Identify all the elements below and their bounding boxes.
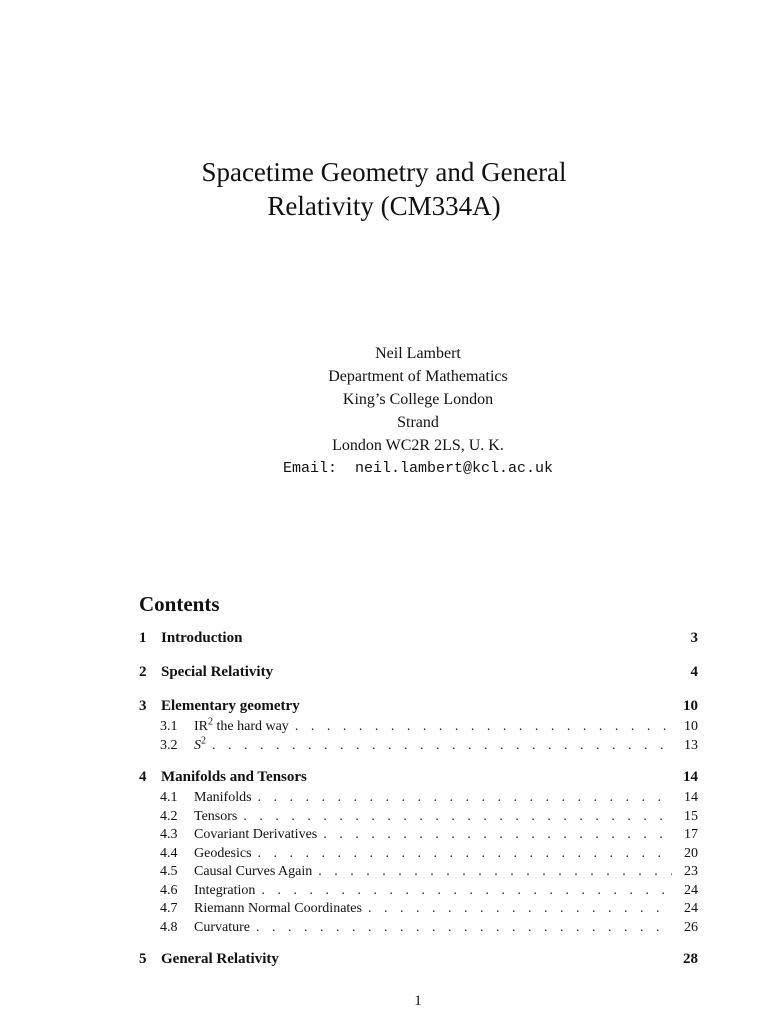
section-page-number: 10 — [683, 698, 698, 714]
leader-dots — [243, 809, 672, 825]
email-label: Email: — [282, 460, 337, 477]
section-page-number: 3 — [690, 630, 698, 646]
subsection-page-number: 14 — [684, 790, 698, 805]
title-line-1: Spacetime Geometry and General — [201, 157, 567, 187]
section-page-number: 4 — [690, 664, 698, 680]
toc-subsection-entry[interactable] — [139, 827, 698, 846]
subsection-title-text: Curvature — [194, 919, 250, 935]
toc-subsection-entry[interactable] — [139, 920, 698, 939]
toc-subsection-entry[interactable] — [139, 809, 698, 828]
subsection-number: 4.3 — [160, 827, 178, 842]
subsection-page-number: 15 — [684, 808, 698, 824]
toc-section-entry[interactable] — [139, 698, 698, 719]
superscript: 2 — [201, 734, 206, 746]
subsection-page-number: 24 — [684, 901, 698, 916]
subsection-title — [194, 809, 237, 825]
subsection-title — [194, 734, 206, 754]
subsection-number: 3.1 — [160, 719, 178, 734]
leader-dots — [212, 738, 672, 754]
subsection-title-text: Causal Curves Again — [194, 864, 313, 879]
toc-subsection-entry[interactable] — [139, 883, 698, 902]
subsection-title-rest: the hard way — [213, 719, 289, 734]
section-number: 5 — [139, 951, 147, 967]
author-city: London WC2R 2LS, U. K. — [332, 437, 504, 454]
toc-section — [139, 664, 698, 685]
section-title: Introduction — [161, 630, 243, 646]
toc-section-entry[interactable] — [139, 951, 698, 972]
toc-section — [139, 698, 698, 756]
page-number: 1 — [414, 993, 422, 1009]
toc-section-entry[interactable] — [139, 664, 698, 685]
leader-dots — [261, 883, 672, 899]
subsection-number: 3.2 — [160, 737, 178, 753]
toc-subsection-entry[interactable] — [139, 734, 698, 757]
section-title: Elementary geometry — [161, 698, 300, 714]
subsection-number: 4.7 — [160, 901, 178, 916]
author-department: Department of Mathematics — [328, 368, 508, 385]
subsection-page-number: 20 — [684, 845, 698, 861]
toc-subsection-entry[interactable] — [139, 846, 698, 865]
subsection-title-text: Manifolds — [194, 790, 252, 805]
subsection-title-text: Riemann Normal Coordinates — [194, 901, 362, 916]
subsection-title-text: IR — [194, 719, 208, 734]
subsection-title-text: Geodesics — [194, 845, 252, 861]
section-number: 4 — [139, 769, 147, 785]
leader-dots — [295, 719, 672, 735]
section-page-number: 14 — [683, 769, 698, 785]
author-college: King’s College London — [342, 391, 494, 408]
toc-section — [139, 769, 698, 938]
section-title: General Relativity — [161, 951, 279, 967]
subsection-title — [194, 827, 317, 843]
subsection-title-text: S — [194, 737, 201, 753]
author-name: Neil Lambert — [375, 345, 461, 362]
toc-section — [139, 630, 698, 651]
title-line-2: Relativity (CM334A) — [267, 191, 501, 221]
subsection-number: 4.2 — [160, 808, 178, 824]
subsection-number: 4.4 — [160, 845, 178, 861]
subsection-page-number: 24 — [684, 882, 698, 898]
document-title — [0, 155, 768, 223]
author-block — [0, 342, 768, 480]
toc-section — [139, 951, 698, 972]
subsection-page-number: 26 — [684, 919, 698, 935]
subsection-number: 4.5 — [160, 864, 178, 879]
section-page-number: 28 — [683, 951, 698, 967]
subsection-title — [194, 846, 252, 862]
superscript: 2 — [208, 716, 213, 728]
subsection-title — [194, 716, 289, 735]
leader-dots — [323, 827, 672, 843]
subsection-title — [194, 901, 362, 917]
subsection-title-text: Covariant Derivatives — [194, 827, 318, 842]
author-email-line — [0, 457, 768, 480]
subsection-number: 4.6 — [160, 882, 178, 898]
subsection-page-number: 13 — [684, 737, 698, 753]
leader-dots — [256, 920, 672, 936]
section-number: 3 — [139, 698, 147, 714]
subsection-title — [194, 883, 255, 899]
toc-subsection-entry[interactable] — [139, 790, 698, 809]
contents-heading: Contents — [139, 592, 220, 616]
subsection-page-number: 10 — [684, 719, 698, 734]
subsection-title — [194, 864, 312, 880]
email-address[interactable]: neil.lambert@kcl.ac.uk — [354, 460, 554, 477]
subsection-number: 4.1 — [160, 790, 178, 805]
toc-section-entry[interactable] — [139, 630, 698, 651]
author-street: Strand — [397, 414, 439, 431]
leader-dots — [258, 846, 672, 862]
leader-dots — [258, 790, 672, 806]
toc-subsection-entry[interactable] — [139, 901, 698, 920]
subsection-page-number: 23 — [684, 864, 698, 879]
subsection-title-text: Tensors — [194, 808, 238, 824]
toc-subsection-entry[interactable] — [139, 716, 698, 738]
subsection-number: 4.8 — [160, 919, 178, 935]
section-number: 2 — [139, 664, 147, 680]
table-of-contents — [139, 630, 698, 985]
subsection-page-number: 17 — [684, 827, 698, 842]
section-number: 1 — [139, 630, 147, 646]
section-title: Manifolds and Tensors — [161, 769, 307, 785]
subsection-title — [194, 790, 252, 806]
toc-section-entry[interactable] — [139, 769, 698, 790]
subsection-title — [194, 920, 250, 936]
leader-dots — [368, 901, 672, 917]
leader-dots — [318, 864, 672, 880]
toc-subsection-entry[interactable] — [139, 864, 698, 883]
section-title: Special Relativity — [161, 664, 274, 680]
subsection-title-text: Integration — [194, 882, 256, 898]
